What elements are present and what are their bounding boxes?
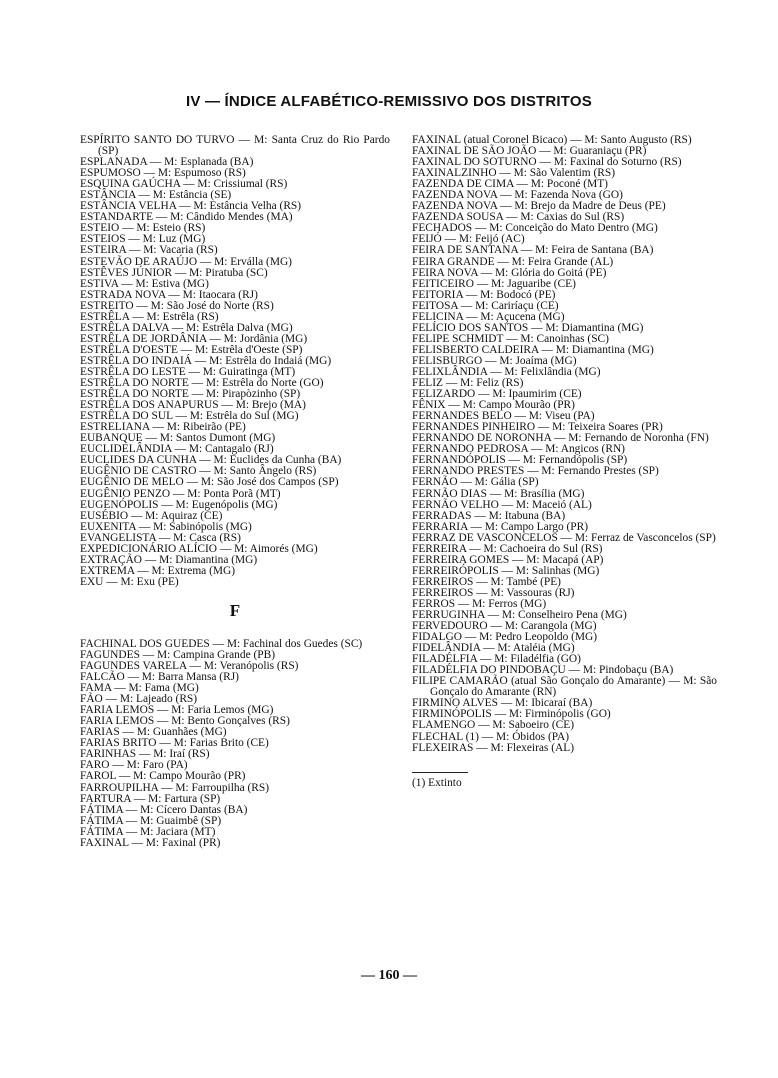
index-entry: FERNANDES PINHEIRO — M: Teixeira Soares (PR): [412, 421, 663, 434]
page-number: — 160 —: [361, 968, 417, 983]
index-entry: FERRARIA — M: Campo Largo (PR): [412, 520, 589, 533]
index-entry: ESTRÊLA DO NORTE — M: Pirapòzinho (SP): [80, 388, 301, 401]
index-entry: FERRUGINHA — M: Conselheiro Pena (MG): [412, 609, 627, 622]
left-column: [80, 135, 390, 849]
index-entry: FARO — M: Faro (PA): [80, 759, 188, 772]
index-entry: FEITORIA — M: Bodocó (PE): [412, 288, 556, 301]
index-entry: FELÍCIO DOS SANTOS — M: Diamantina (MG): [412, 321, 644, 334]
footnote: (1) Extinto: [412, 776, 462, 789]
index-entry: FILADÉLFIA — M: Filadélfia (GO): [412, 653, 581, 666]
footnote-rule: [412, 772, 468, 773]
index-entry: FEITOSA — M: Cariríaçu (CE): [412, 299, 559, 312]
index-entry: EXTRAÇÃO — M: Diamantina (MG): [80, 553, 258, 566]
index-entry: ESTIVA — M: Estiva (MG): [80, 277, 209, 290]
index-entry: ESTÊVES JÚNIOR — M: Piratuba (SC): [80, 266, 268, 279]
index-entry: FERNÃO DIAS — M: Brasília (MG): [412, 487, 585, 500]
index-entry: FERNANDÓPOLIS — M: Fernandópolis (SP): [412, 454, 628, 467]
index-entry: FAXINAL DO SOTURNO — M: Faxinal do Soturno (RS): [412, 156, 682, 169]
index-entry: FIDELÂNDIA — M: Ataléia (MG): [412, 642, 575, 655]
right-column: [412, 135, 717, 789]
index-entry: FERRAZ DE VASCONCELOS — M: Ferraz de Vasconcelos (SP): [412, 531, 716, 544]
index-entry: FEIJÓ — M: Feijó (AC): [412, 233, 525, 246]
index-entry: ESTRÊLA DO LESTE — M: Guiratinga (MT): [80, 365, 296, 378]
index-entry: FERNANDO DE NORONHA — M: Fernando de Noronha (FN): [412, 432, 709, 445]
index-entry: ESPLANADA — M: Esplanada (BA): [80, 156, 254, 169]
index-entry: FELISBURGO — M: Joaíma (MG): [412, 354, 577, 367]
index-entry: ESPÍRITO SANTO DO TURVO — M: Santa Cruz do Rio Pardo (SP): [80, 134, 390, 158]
index-entry: ESTEVÃO DE ARAÚJO — M: Erválla (MG): [80, 255, 292, 268]
index-entry: FAXINAL DE SÃO JOÃO — M: Guaraniaçu (PR): [412, 145, 647, 158]
index-entry: FEIRA NOVA — M: Glória do Goitá (PE): [412, 266, 607, 279]
index-entry: EUCLIDES DA CUNHA — M: Euclides da Cunha (BA): [80, 454, 342, 467]
index-entry: ESTRÊLA DALVA — M: Estrêla Dalva (MG): [80, 321, 293, 334]
index-entry: FAGUNDES — M: Campina Grande (PB): [80, 648, 275, 661]
index-entry: FERREIROS — M: També (PE): [412, 575, 561, 588]
index-entry: FARIA LEMOS — M: Faria Lemos (MG): [80, 704, 274, 717]
index-entry: FÊNIX — M: Campo Mourão (PR): [412, 399, 575, 412]
index-entry: ESTRÊLA D'OESTE — M: Estrêla d'Oeste (SP): [80, 343, 303, 356]
index-entry: ESTRADA NOVA — M: Itaocara (RJ): [80, 288, 258, 301]
entries-right: [412, 135, 717, 754]
index-entry: FERREIRA — M: Cachoeira do Sul (RS): [412, 542, 603, 555]
index-entry: FELIZ — M: Feliz (RS): [412, 377, 524, 390]
index-entry: FILADÉLFIA DO PINDOBAÇU — M: Pindobaçu (BA): [412, 664, 674, 677]
index-entry: FECHADOS — M: Conceição do Mato Dentro (MG): [412, 222, 658, 235]
index-entry: ESTEIRA — M: Vacaria (RS): [80, 244, 218, 257]
index-entry: FELICINA — M: Açucena (MG): [412, 310, 565, 323]
index-entry: FAXINAL (atual Coronel Bicaco) — M: Santo Augusto (RS): [412, 134, 692, 146]
index-entry: FERREIROS — M: Vassouras (RJ): [412, 586, 575, 599]
index-entry: FIRMINO ALVES — M: Ibicaraí (BA): [412, 697, 593, 710]
index-entry: FAXINAL — M: Faxinal (PR): [80, 836, 221, 849]
index-entry: FERVEDOURO — M: Carangola (MG): [412, 620, 597, 633]
index-entry: FEIRA DE SANTANA — M: Feira de Santana (BA): [412, 244, 654, 257]
index-entry: FERNANDO PEDROSA — M: Angicos (RN): [412, 443, 625, 456]
index-entry: FARIAS BRITO — M: Farias Brito (CE): [80, 737, 269, 750]
index-entry: FAROL — M: Campo Mourão (PR): [80, 770, 246, 783]
index-entry: FELISBERTO CALDEIRA — M: Diamantina (MG): [412, 343, 654, 356]
index-entry: FARINHAS — M: Iraí (RS): [80, 748, 210, 761]
index-entry: FERRADAS — M: Itabuna (BA): [412, 509, 566, 522]
index-entry: FAGUNDES VARELA — M: Veranópolis (RS): [80, 660, 299, 673]
index-entry: ESTRÊLA DE JORDÂNIA — M: Jordânia (MG): [80, 332, 308, 345]
index-entry: EUBANQUE — M: Santos Dumont (MG): [80, 432, 276, 445]
index-entry: ESTÂNCIA — M: Estância (SE): [80, 189, 232, 202]
index-entry: FAZENDA SOUSA — M: Caxias do Sul (RS): [412, 211, 625, 224]
index-entry: FALCÃO — M: Barra Mansa (RJ): [80, 671, 239, 684]
index-entry: FAMA — M: Fama (MG): [80, 682, 199, 695]
index-entry: FERNÃO — M: Gália (SP): [412, 476, 539, 489]
index-entry: ESPUMOSO — M: Espumoso (RS): [80, 167, 246, 180]
index-entry: ESTREITO — M: São José do Norte (RS): [80, 299, 274, 312]
index-entry: FIDALGO — M: Pedro Leopoldo (MG): [412, 631, 598, 644]
index-entry: EUCLIDELÂNDIA — M: Cantagalo (RJ): [80, 443, 274, 456]
index-entry: FARIAS — M: Guanhães (MG): [80, 726, 227, 739]
index-entry: ESTRÊLA DO SUL — M: Estrêla do Sul (MG): [80, 410, 299, 423]
entries-letter-e: [80, 135, 390, 588]
index-entry: ESTRÊLA — M: Estrêla (RS): [80, 310, 219, 323]
index-entry: FELIXLÂNDIA — M: Felixlândia (MG): [412, 365, 601, 378]
index-entry: FEIRA GRANDE — M: Feira Grande (AL): [412, 255, 614, 268]
index-entry: ESQUINA GAÚCHA — M: Crissiumal (RS): [80, 178, 288, 191]
page-title: IV — ÍNDICE ALFABÉTICO-REMISSIVO DOS DISTRITOS: [186, 93, 592, 110]
index-entry: FLEXEIRAS — M: Flexeiras (AL): [412, 741, 574, 754]
index-entry: FILIPE CAMARÃO (atual São Gonçalo do Amarante) — M: São Gonçalo do Amarante (RN): [412, 675, 717, 699]
index-entry: FÃO — M: Lajeado (RS): [80, 693, 198, 706]
index-entry: ESTRÊLA DO INDAIÁ — M: Estrêla do Indaiá (MG): [80, 354, 332, 367]
index-entry: FAZENDA NOVA — M: Brejo da Madre de Deus (PE): [412, 200, 666, 213]
index-entry: ESTEIOS — M: Luz (MG): [80, 233, 206, 246]
index-entry: FAZENDA NOVA — M: Fazenda Nova (GO): [412, 189, 623, 202]
index-entry: EUSÉBIO — M: Aquiraz (CE): [80, 509, 223, 522]
section-letter-f: F: [229, 600, 241, 620]
index-entry: EUGÊNIO DE MELO — M: São José dos Campos (SP): [80, 476, 339, 489]
index-entry: FÁTIMA — M: Cícero Dantas (BA): [80, 803, 248, 816]
index-entry: EXTREMA — M: Extrema (MG): [80, 564, 236, 577]
index-entry: FLECHAL (1) — M: Óbidos (PA): [412, 730, 570, 743]
index-entry: FELIPE SCHMIDT — M: Canoinhas (SC): [412, 332, 609, 345]
index-entry: EVANGELISTA — M: Casca (RS): [80, 531, 241, 544]
index-entry: FARROUPILHA — M: Farroupilha (RS): [80, 781, 270, 794]
index-entry: FLAMENGO — M: Saboeiro (CE): [412, 719, 574, 732]
index-entry: EUGENÓPOLIS — M: Eugenópolis (MG): [80, 498, 278, 511]
index-entry: FAZENDA DE CIMA — M: Poconé (MT): [412, 178, 608, 191]
index-entry: FERREIRÓPOLIS — M: Salinhas (MG): [412, 564, 600, 577]
index-entry: FÁTIMA — M: Jaciara (MT): [80, 825, 216, 838]
index-entry: ESTANDARTE — M: Cândido Mendes (MA): [80, 211, 293, 224]
index-entry: FERROS — M: Ferros (MG): [412, 597, 547, 610]
index-entry: EUGÊNIO DE CASTRO — M: Santo Ângelo (RS): [80, 465, 317, 478]
index-entry: EXU — M: Exu (PE): [80, 575, 179, 588]
index-entry: ESTRÊLA DO NORTE — M: Estrêla do Norte (GO): [80, 377, 324, 390]
index-entry: ESTRELIANA — M: Ribeirão (PE): [80, 421, 246, 434]
index-entry: EUGÊNIO PENZO — M: Ponta Porã (MT): [80, 487, 281, 500]
index-entry: FERNANDES BELO — M: Viseu (PA): [412, 410, 595, 423]
index-entry: FERNÃO VELHO — M: Maceió (AL): [412, 498, 592, 511]
index-entry: FACHINAL DOS GUEDES — M: Fachinal dos Guedes (SC): [80, 637, 363, 650]
index-entry: FARTURA — M: Fartura (SP): [80, 792, 221, 805]
index-entry: FERREIRA GOMES — M: Macapá (AP): [412, 553, 604, 566]
index-entry: ESTEIO — M: Esteio (RS): [80, 222, 206, 235]
index-entry: FÁTIMA — M: Guaimbê (SP): [80, 814, 222, 827]
entries-letter-f: [80, 639, 390, 849]
index-entry: ESTRÊLA DOS ANAPURUS — M: Brejo (MA): [80, 399, 306, 412]
index-entry: FELIZARDO — M: Ipaumirim (CE): [412, 388, 582, 401]
index-entry: ESTÂNCIA VELHA — M: Estância Velha (RS): [80, 200, 302, 213]
index-entry: FARIA LEMOS — M: Bento Gonçalves (RS): [80, 715, 290, 728]
index-entry: FAXINALZINHO — M: São Valentim (RS): [412, 167, 616, 180]
index-entry: FIRMINÓPOLIS — M: Firminópolis (GO): [412, 708, 611, 721]
index-entry: FERNANDO PRESTES — M: Fernando Prestes (SP): [412, 465, 659, 478]
index-entry: FEITICEIRO — M: Jaguaribe (CE): [412, 277, 576, 290]
index-entry: EUXENITA — M: Sabinópolis (MG): [80, 520, 252, 533]
index-entry: EXPEDICIONÁRIO ALÍCIO — M: Aimorés (MG): [80, 542, 318, 555]
